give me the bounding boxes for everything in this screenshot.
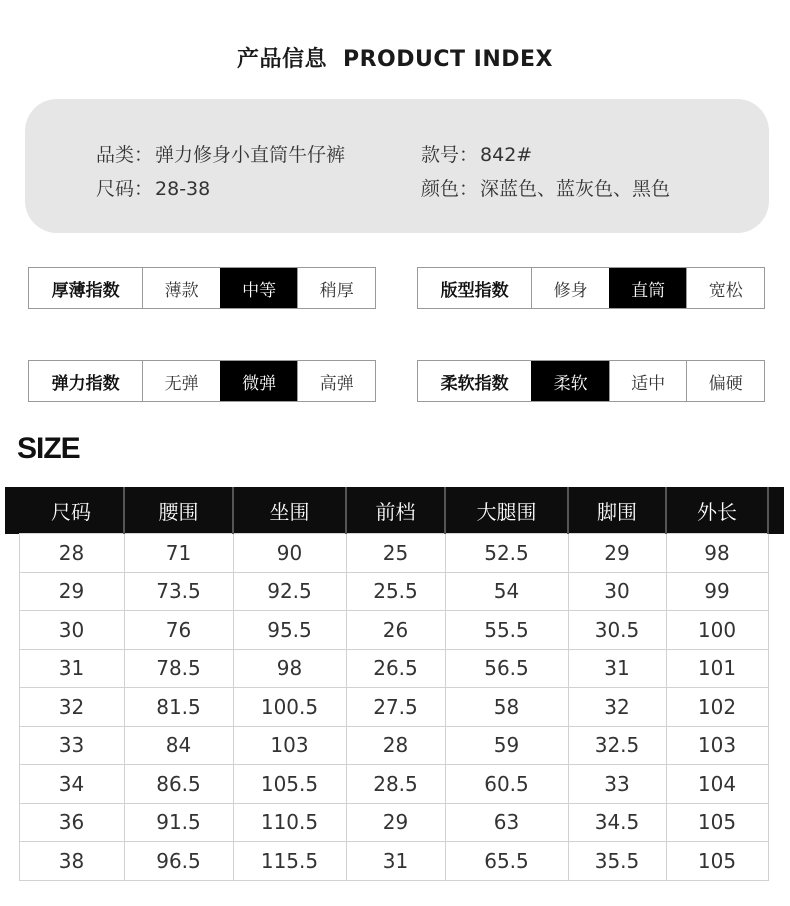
table-cell: 105.5: [233, 765, 346, 804]
row-edge: [768, 765, 784, 804]
fit-index-title: 版型指数: [440, 280, 509, 301]
info-style-label: 款号：: [421, 144, 479, 166]
row-edge: [5, 803, 19, 842]
table-cell: 78.5: [124, 649, 233, 688]
fit-option-straight: 直筒: [609, 268, 687, 308]
table-cell: 90: [233, 534, 346, 573]
table-cell: 29: [19, 572, 124, 611]
table-cell: 103: [666, 726, 768, 765]
table-row: [5, 765, 784, 804]
table-cell: 101: [666, 649, 768, 688]
table-cell: 26.5: [346, 649, 445, 688]
size-table-body: [5, 534, 784, 881]
table-row: [5, 611, 784, 650]
table-cell: 36: [19, 803, 124, 842]
table-cell: 115.5: [233, 842, 346, 881]
table-cell: 100.5: [233, 688, 346, 727]
table-cell: 33: [19, 726, 124, 765]
info-colors: [421, 174, 670, 201]
table-cell: 33: [568, 765, 666, 804]
fit-option-loose: 宽松: [686, 268, 764, 308]
fit-option-slim: 修身: [531, 268, 609, 308]
table-cell: 27.5: [346, 688, 445, 727]
row-edge: [768, 803, 784, 842]
table-cell: 59: [445, 726, 568, 765]
table-cell: 58: [445, 688, 568, 727]
row-edge: [768, 572, 784, 611]
row-edge: [5, 842, 19, 881]
stretch-option-high: 高弹: [297, 361, 375, 401]
table-cell: 102: [666, 688, 768, 727]
product-info-panel: [25, 99, 769, 233]
softness-option-soft: 柔软: [531, 361, 609, 401]
table-cell: 104: [666, 765, 768, 804]
table-cell: 103: [233, 726, 346, 765]
table-cell: 63: [445, 803, 568, 842]
row-edge: [5, 688, 19, 727]
row-edge: [768, 842, 784, 881]
table-cell: 31: [568, 649, 666, 688]
row-edge: [768, 649, 784, 688]
softness-index: [417, 360, 765, 402]
info-style-number: [421, 140, 532, 167]
header-edge-left: [5, 487, 19, 534]
table-cell: 26: [346, 611, 445, 650]
table-cell: 60.5: [445, 765, 568, 804]
table-row: [5, 572, 784, 611]
table-row: [5, 842, 784, 881]
table-row: [5, 726, 784, 765]
stretch-option-none: 无弹: [142, 361, 220, 401]
info-category-value: 弹力修身小直筒牛仔裤: [155, 144, 346, 166]
column-header: 坐围: [233, 487, 346, 534]
table-cell: 105: [666, 842, 768, 881]
row-edge: [5, 765, 19, 804]
table-cell: 91.5: [124, 803, 233, 842]
table-cell: 34.5: [568, 803, 666, 842]
thickness-index: [28, 267, 376, 309]
page-title-en: PRODUCT INDEX: [342, 47, 554, 72]
table-cell: 81.5: [124, 688, 233, 727]
info-color-label: 颜色：: [421, 178, 479, 200]
table-cell: 32: [568, 688, 666, 727]
table-cell: 52.5: [445, 534, 568, 573]
thickness-option-thick: 稍厚: [297, 268, 375, 308]
table-cell: 98: [666, 534, 768, 573]
column-header: 腰围: [124, 487, 233, 534]
table-row: [5, 803, 784, 842]
info-size-value: 28-38: [155, 178, 211, 200]
size-table-header: [5, 487, 784, 534]
column-header: 脚围: [568, 487, 666, 534]
table-cell: 86.5: [124, 765, 233, 804]
table-cell: 30: [19, 611, 124, 650]
table-cell: 28.5: [346, 765, 445, 804]
table-cell: 100: [666, 611, 768, 650]
column-header: 前档: [346, 487, 445, 534]
info-color-value: 深蓝色、蓝灰色、黑色: [480, 178, 671, 200]
size-section-title: SIZE: [17, 432, 80, 465]
fit-index: [417, 267, 765, 309]
table-cell: 34: [19, 765, 124, 804]
table-cell: 73.5: [124, 572, 233, 611]
row-edge: [5, 572, 19, 611]
table-cell: 92.5: [233, 572, 346, 611]
table-cell: 29: [568, 534, 666, 573]
table-cell: 38: [19, 842, 124, 881]
table-cell: 54: [445, 572, 568, 611]
table-cell: 84: [124, 726, 233, 765]
size-table: [5, 487, 784, 881]
table-cell: 30.5: [568, 611, 666, 650]
table-cell: 96.5: [124, 842, 233, 881]
softness-option-stiff: 偏硬: [686, 361, 764, 401]
table-cell: 65.5: [445, 842, 568, 881]
table-cell: 32.5: [568, 726, 666, 765]
table-cell: 30: [568, 572, 666, 611]
table-cell: 28: [346, 726, 445, 765]
row-edge: [5, 649, 19, 688]
softness-option-moderate: 适中: [609, 361, 687, 401]
row-edge: [5, 534, 19, 573]
table-cell: 35.5: [568, 842, 666, 881]
thickness-option-medium: 中等: [220, 268, 298, 308]
table-cell: 32: [19, 688, 124, 727]
table-cell: 105: [666, 803, 768, 842]
table-row: [5, 534, 784, 573]
table-row: [5, 649, 784, 688]
table-cell: 25.5: [346, 572, 445, 611]
table-cell: 95.5: [233, 611, 346, 650]
thickness-option-thin: 薄款: [142, 268, 220, 308]
column-header: 大腿围: [445, 487, 568, 534]
page-title-cn: 产品信息: [236, 47, 327, 72]
softness-index-title: 柔软指数: [440, 373, 509, 394]
table-cell: 76: [124, 611, 233, 650]
table-cell: 99: [666, 572, 768, 611]
header-edge-right: [768, 487, 784, 534]
table-row: [5, 688, 784, 727]
row-edge: [5, 611, 19, 650]
thickness-index-title: 厚薄指数: [51, 280, 120, 301]
table-cell: 56.5: [445, 649, 568, 688]
column-header: 外长: [666, 487, 768, 534]
table-cell: 31: [19, 649, 124, 688]
info-category-label: 品类：: [96, 144, 154, 166]
table-cell: 71: [124, 534, 233, 573]
info-category: [96, 140, 345, 167]
table-cell: 31: [346, 842, 445, 881]
stretch-index: [28, 360, 376, 402]
table-cell: 98: [233, 649, 346, 688]
row-edge: [768, 726, 784, 765]
row-edge: [768, 688, 784, 727]
info-style-value: 842#: [480, 144, 533, 166]
info-size-range: [96, 174, 210, 201]
table-cell: 25: [346, 534, 445, 573]
column-header: 尺码: [19, 487, 124, 534]
row-edge: [768, 611, 784, 650]
stretch-option-slight: 微弹: [220, 361, 298, 401]
table-cell: 29: [346, 803, 445, 842]
table-cell: 55.5: [445, 611, 568, 650]
stretch-index-title: 弹力指数: [51, 373, 120, 394]
page-title: [0, 42, 790, 73]
row-edge: [5, 726, 19, 765]
table-cell: 28: [19, 534, 124, 573]
info-size-label: 尺码：: [96, 178, 154, 200]
row-edge: [768, 534, 784, 573]
table-cell: 110.5: [233, 803, 346, 842]
